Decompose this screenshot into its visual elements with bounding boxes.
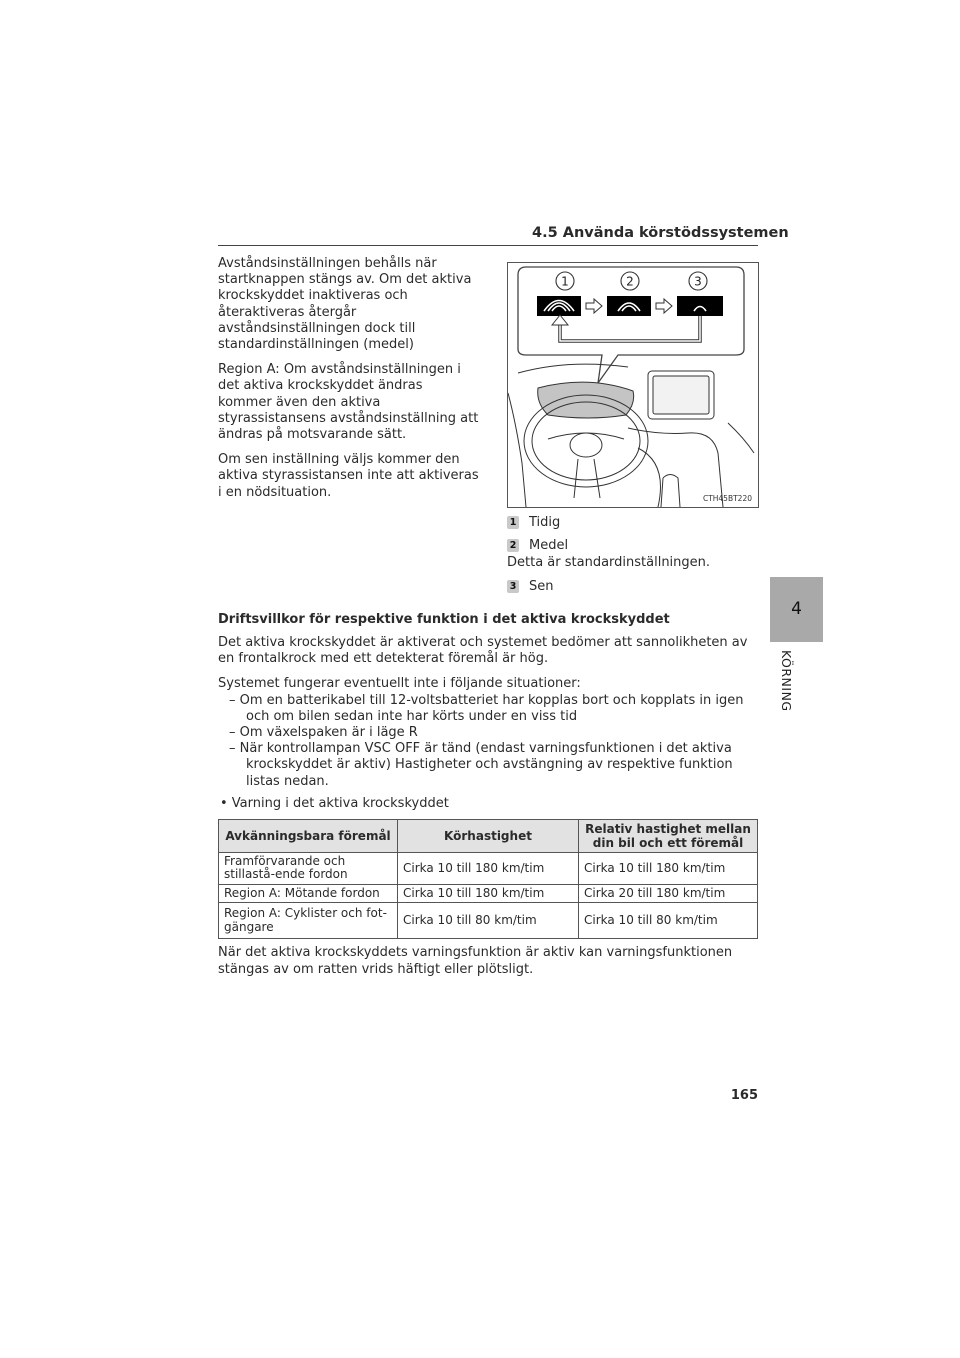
figure-code: CTH45BT220	[702, 494, 752, 503]
svg-text:2: 2	[626, 274, 634, 289]
marker-3	[689, 272, 707, 290]
dash-item-reverse: – Om växelspaken är i läge R	[229, 725, 418, 741]
table-cell: Cirka 10 till 180 km/tim	[398, 852, 579, 884]
caption-label-middle: Medel	[529, 537, 569, 553]
dash-item-vsc-off: – När kontrollampan VSC OFF är tänd (endast varningsfunktionen i det aktiva krockskyddet är aktiv) Hastigheter och avstängning av respektive funktion listas nedan.	[229, 741, 733, 789]
caption-item-late	[507, 577, 757, 595]
svg-text:3: 3	[694, 274, 702, 289]
paragraph-closing: När det aktiva krockskyddets varningsfunktion är aktiv kan varningsfunktionen stängas av om ratten vrids häftigt eller plötsligt.	[218, 945, 733, 977]
chapter-label-text: KÖRNING	[779, 650, 794, 712]
table-cell: Region A: Cyklister och fot-gängare	[219, 903, 398, 939]
table-header: Körhastighet	[398, 819, 579, 852]
table-row	[219, 884, 758, 903]
caption-number-1: 1	[507, 516, 519, 529]
section-title: 4.5 Använda körstödssystemen	[532, 225, 789, 241]
table-cell: Framförvarande och stillastå-ende fordon	[219, 852, 398, 884]
paragraph-situations: Systemet fungerar eventuellt inte i följande situationer:	[218, 676, 581, 692]
table-header: Avkänningsbara föremål	[219, 819, 398, 852]
dashboard-illustration	[508, 263, 758, 507]
table-cell: Cirka 10 till 180 km/tim	[579, 852, 758, 884]
chapter-label	[774, 650, 814, 740]
late-warning-icon	[677, 296, 723, 316]
table-row	[219, 852, 758, 884]
page-number: 165	[730, 1088, 758, 1103]
dashboard-figure	[507, 262, 759, 508]
chapter-tab: 4	[770, 577, 823, 642]
table-header: Relativ hastighet mellan din bil och ett föremål	[579, 819, 758, 852]
caption-label-early: Tidig	[529, 514, 561, 530]
paragraph-late-setting: Om sen inställning väljs kommer den aktiva styrassistansen inte att aktiveras i en nödsituation.	[218, 452, 479, 500]
caption-number-2: 2	[507, 539, 519, 552]
caption-note: Detta är standardinställningen.	[507, 555, 711, 570]
left-column	[218, 256, 480, 510]
caption-label-late: Sen	[529, 578, 554, 594]
table-cell: Cirka 10 till 80 km/tim	[398, 903, 579, 939]
bullet-warning: • Varning i det aktiva krockskyddet	[220, 795, 449, 811]
caption-item-early	[507, 513, 757, 531]
middle-warning-icon	[607, 296, 651, 316]
caption-item-middle	[507, 536, 757, 554]
marker-1	[556, 272, 574, 290]
table-cell: Cirka 10 till 80 km/tim	[579, 903, 758, 939]
caption-number-3: 3	[507, 580, 519, 593]
marker-2	[621, 272, 639, 290]
main-content	[218, 612, 758, 987]
table-cell: Cirka 10 till 180 km/tim	[398, 884, 579, 903]
svg-text:1: 1	[561, 274, 569, 289]
table-cell: Cirka 20 till 180 km/tim	[579, 884, 758, 903]
early-warning-icon	[537, 296, 581, 316]
title-divider	[218, 245, 758, 246]
figure-caption	[507, 513, 757, 600]
dash-item-battery: – Om en batterikabel till 12-voltsbatteriet har kopplas bort och kopplats in igen och om bilen sedan inte har körts under en viss tid	[229, 692, 744, 724]
table-row	[219, 903, 758, 939]
table-header-row	[219, 819, 758, 852]
paragraph-activation: Det aktiva krockskyddet är aktiverat och systemet bedömer att sannolikheten av en frontalkrock med ett detekterat föremål är hög.	[218, 635, 748, 667]
paragraph-region-a: Region A: Om avståndsinställningen i det aktiva krockskyddet ändras kommer även den aktiva styrassistansens avståndsinställning att ändras på motsvarande sätt.	[218, 362, 479, 443]
speed-table	[218, 819, 758, 940]
table-cell: Region A: Mötande fordon	[219, 884, 398, 903]
paragraph-distance-retained: Avståndsinställningen behålls när startknappen stängs av. Om det aktiva krockskyddet inaktiveras och återaktiveras återgår avståndsinställningen dock till standardinställningen (medel)	[218, 256, 472, 353]
dashboard-drawing	[508, 364, 754, 507]
section-heading: Driftsvillkor för respektive funktion i det aktiva krockskyddet	[218, 612, 670, 627]
